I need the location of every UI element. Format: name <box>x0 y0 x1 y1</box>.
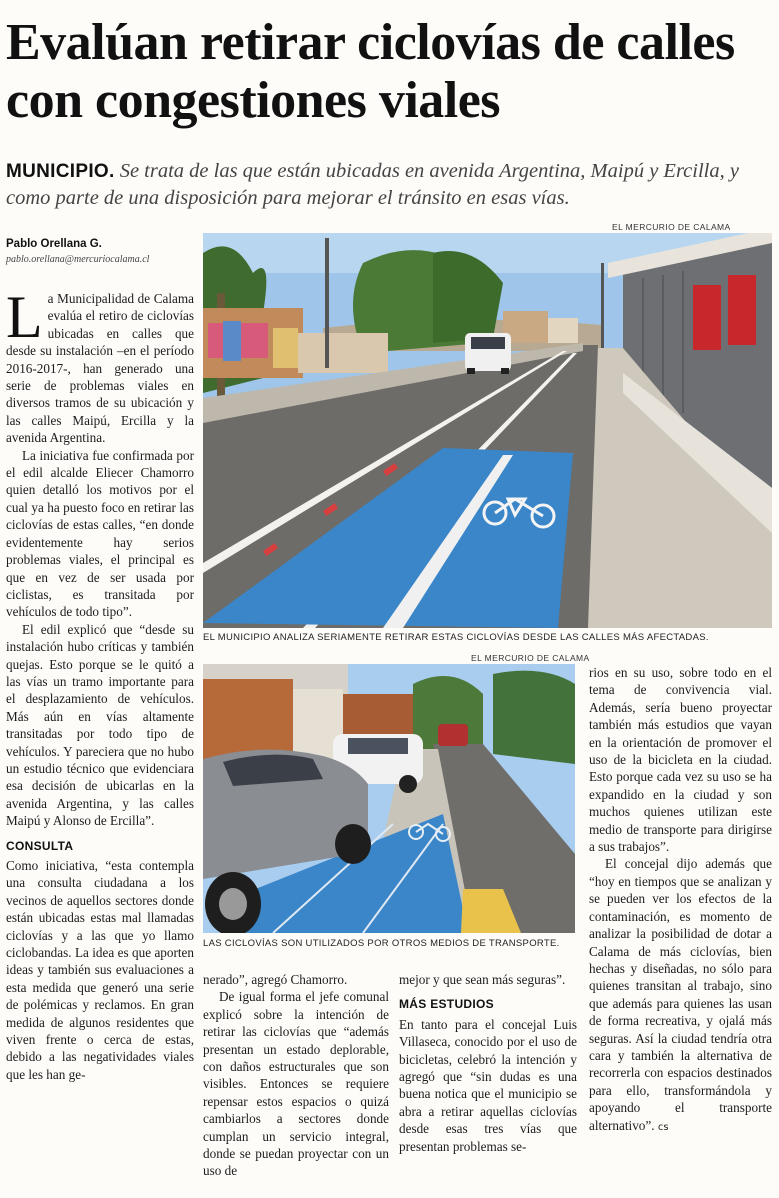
paragraph-3: El edil explicó que “desde su instalación hubo críticas y también quejas. Esto porque se le quitó a las vías un tramo importante para el desplazamiento de vehículos. Más aún en vías altamente transitadas por todo tipo de vehículos. Y pareciera que no hubo un estudio técnico que evidenciara esa decisión de ubicarlas en la avenida Argentina, y las calles Maipú y Alonso de Ercilla”. <box>6 621 194 829</box>
paragraph-9: rios en su uso, sobre todo en el tema de convivencia vial. Además, sería bueno proyectar también más estudios que vayan en la orientación de promover el uso de la bicicleta en la ciudad. Esto porque cada vez su uso se ha expandido en la ciudad y son muchos quienes utilizan este medio de transporte para dirigirse a sus trabajos”. <box>589 665 772 855</box>
author-name: Pablo Orellana G. <box>6 238 102 250</box>
paragraph-10 <box>589 855 772 1136</box>
paragraph-10-text: El concejal dijo además que “hoy en tiempos que se analizan y se pueden ver los efectos de la contaminación, es momento de analizar la posibilidad de dotar a Calama de más ciclovías, bien hechas y diseñadas, no sólo para quienes transitan al trabajo, sino que además para quienes las usan de forma recreativa, y ojalá más seguras. Así la ciudad tendría otra cara y también la alternativa de recorrerla con espacios destinados para ello, transformándola y apoyando el transporte alternativo”. <box>589 856 772 1133</box>
subhead-consulta: CONSULTA <box>6 838 74 853</box>
paragraph-8: En tanto para el concejal Luis Villaseca, conocido por el uso de bicicletas, celebró la intención y agregó que “sin dudas es una buena notica que el municipio se abra a retirar aquellas ciclovías desde esas tres vías que presentan problemas se- <box>399 1016 577 1154</box>
lead-kicker: MUNICIPIO. <box>6 161 115 182</box>
paragraph-intro-text: a Municipalidad de Calama evalúa el retiro de ciclovías ubicadas en calles que desde su instalación –en el período 2016-2017-, han generado una serie de problemas viales en diversos tramos de su ubicación y las calles Maipú, Ercilla y la avenida Argentina. <box>6 291 194 446</box>
paragraph-intro <box>6 284 194 447</box>
parked-cars-illustration <box>203 664 575 933</box>
photo-credit-2: EL MERCURIO DE CALAMA <box>471 653 590 663</box>
paragraph-6: De igual forma el jefe comunal explicó sobre la intención de retirar las ciclovías que “además presentan un estado deplorable, con daños estructurales que son visibles. Entonces se requiere repensar estos espacios o quizá cambiarlos a sectores donde cumplan un servicio integral, donde se puedan proyectar con un uso de <box>203 989 389 1179</box>
end-mark: cs <box>657 1121 669 1133</box>
photo-caption-1: EL MUNICIPIO ANALIZA SERIAMENTE RETIRAR ESTAS CICLOVÍAS DESDE LAS CALLES MÁS AFECTADAS. <box>203 632 709 643</box>
lead-paragraph <box>6 158 776 212</box>
photo-bike-lane-street <box>203 233 772 628</box>
column-3 <box>399 971 577 1196</box>
paragraph-7: mejor y que sean más seguras”. <box>399 972 566 987</box>
photo-credit-1: EL MERCURIO DE CALAMA <box>612 222 731 232</box>
column-4 <box>589 664 772 1196</box>
subhead-mas-estudios: MÁS ESTUDIOS <box>399 997 494 1012</box>
dropcap: L <box>6 284 43 350</box>
photo-parked-cars-lane <box>203 664 575 933</box>
column-1 <box>6 284 194 1195</box>
author-block <box>6 238 196 265</box>
paragraph-4: Como iniciativa, “esta contempla una consulta ciudadana a los vecinos de aquellos sectores donde están ubicadas estas mal llamadas ciclovías y a las que yo llamo ciclobandas. La idea es que aporten ideas y también sus evaluaciones a esta medida que generó una serie de polémicas y reclamos. En gran medida de algunos residentes que viven frente o cerca de estas, debido a las negatividades viales que les han ge- <box>6 858 194 1082</box>
paragraph-5: nerado”, agregó Chamorro. <box>203 972 348 987</box>
photo-caption-2: LAS CICLOVÍAS SON UTILIZADOS POR OTROS MEDIOS DE TRANSPORTE. <box>203 938 560 949</box>
headline: Evalúan retirar ciclovías de calles con congestiones viales <box>6 14 735 129</box>
lead-text: Se trata de las que están ubicadas en avenida Argentina, Maipú y Ercilla, y como parte de una disposición para mejorar el tránsito en esas vías. <box>6 160 739 209</box>
column-2 <box>203 971 389 1196</box>
bike-lane-street-illustration <box>203 233 772 628</box>
paragraph-2: La iniciativa fue confirmada por el edil alcalde Eliecer Chamorro quien detalló los motivos por el cual ya ha puesto foco en retirar las ciclovías de estas calles, “en donde evidentemente hay serios problemas viales, el principal es que en vez de ser usada por ciclistas, es transitada por vehículos de todo tipo”. <box>6 447 194 620</box>
author-email: pablo.orellana@mercuriocalama.cl <box>6 254 150 265</box>
